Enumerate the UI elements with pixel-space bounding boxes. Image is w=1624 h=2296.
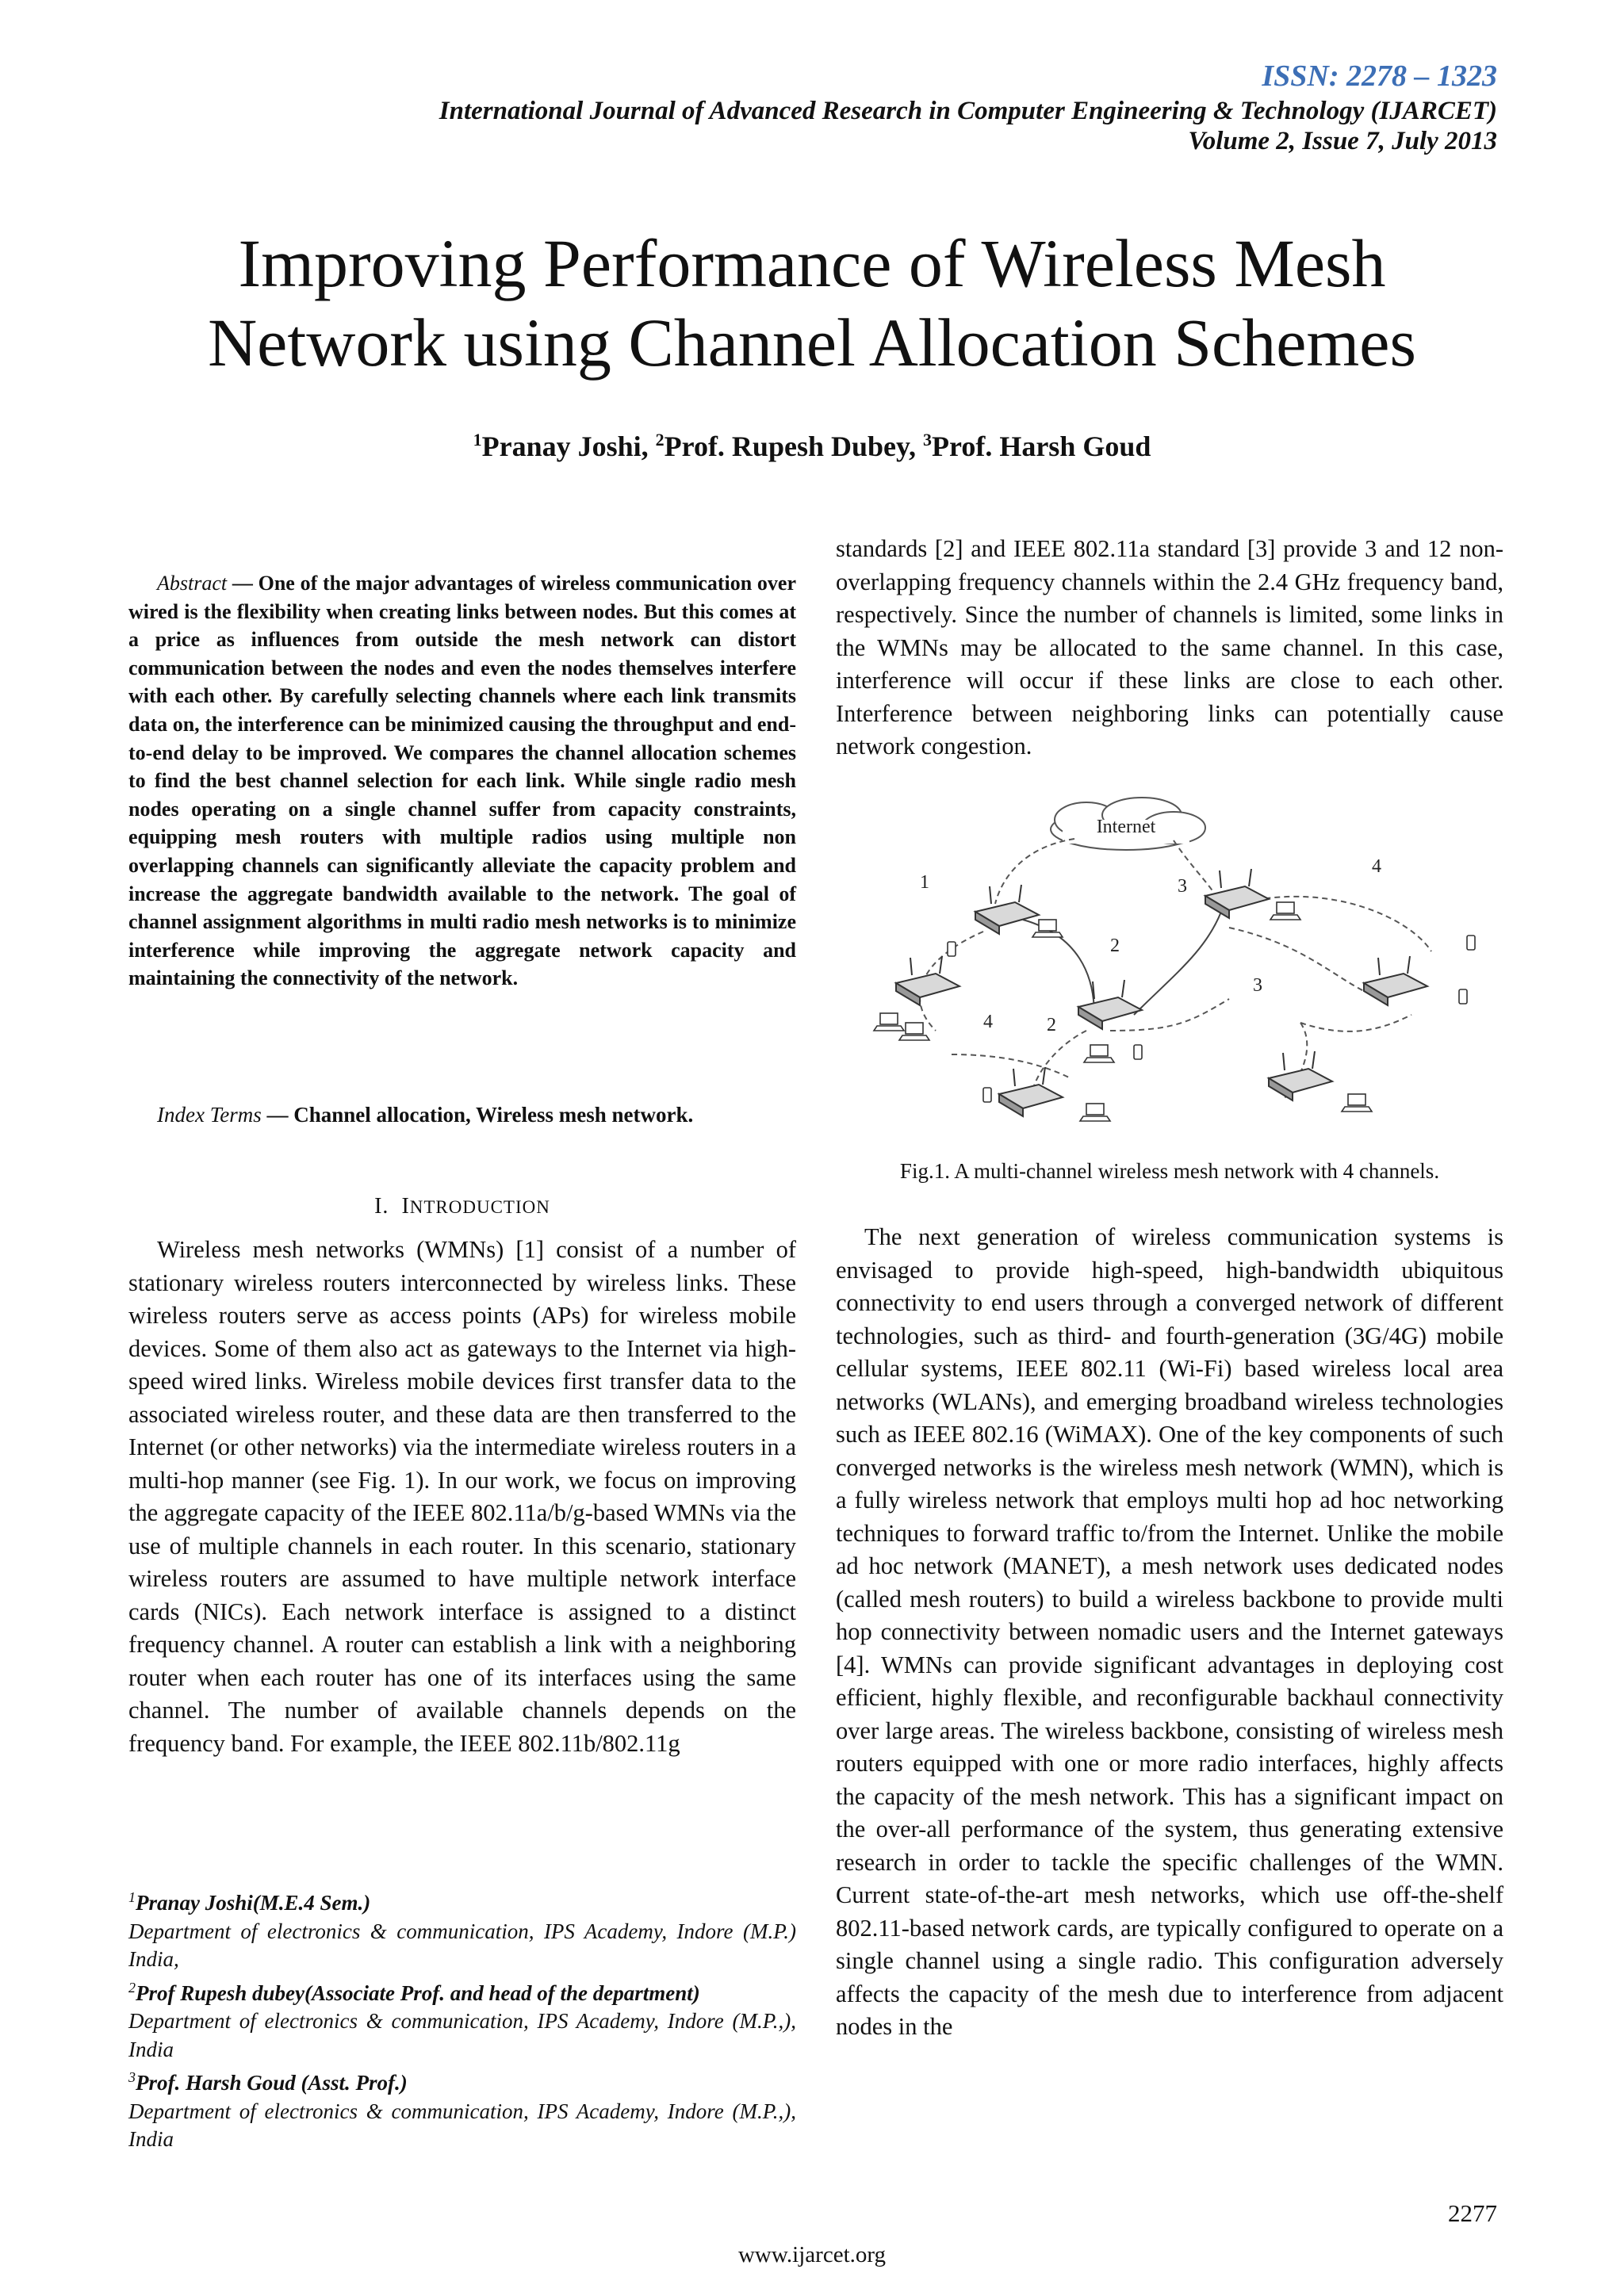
link-label-5: 2	[1047, 1015, 1056, 1035]
abstract-label: Abstract	[157, 572, 228, 595]
footnote-1-department: Department of electronics & communication, IPS Academy, Indore (M.P.) India,	[128, 1919, 796, 1971]
section-title-rest: NTRODUCTION	[409, 1197, 550, 1217]
phone-icon	[1467, 936, 1475, 950]
internet-cloud	[1051, 798, 1205, 850]
footnote-3-author: Prof. Harsh Goud (Asst. Prof.)	[136, 2071, 408, 2095]
journal-website: www.ijarcet.org	[737, 2242, 887, 2267]
link-label-6: 4	[983, 1012, 993, 1032]
laptop-icon	[1032, 920, 1063, 937]
phone-icon	[1459, 989, 1467, 1004]
router-icon	[1364, 956, 1427, 1005]
paper-title	[0, 224, 1624, 382]
figure-caption: Fig.1. A multi-channel wireless mesh network with 4 channels.	[899, 1159, 1440, 1183]
abstract	[128, 569, 796, 993]
footnote-2-name	[128, 1974, 796, 2008]
abstract-text: — One of the major advantages of wireless communication over wired is the flexibility when creating links between nodes. But this comes at a price as influences from outside the mesh network can distort communication between the nodes and even the nodes themselves interfere with each other. By carefully selecting channels where each link transmits data on, the interference can be minimized causing the throughput and end-to-end delay to be improved. We compares the channel allocation schemes to find the best channel selection for each link. While single radio mesh nodes operating on a single channel suffer from capacity constraints, equipping mesh routers with multiple radios using multiple non overlapping channels can significantly alleviate the capacity problem and increase the aggregate bandwidth available to the network. The goal of channel assignment algorithms in multi radio mesh networks is to minimize interference while improving the aggregate network capacity and maintaining the connectivity of the network.	[128, 572, 796, 990]
section-title-initial: I	[401, 1194, 410, 1219]
journal-name: International Journal of Advanced Research in Computer Engineering & Technology (IJARCET)	[439, 97, 1497, 125]
index-terms-label: Index Terms	[157, 1103, 262, 1127]
router-icon	[999, 1067, 1063, 1116]
page-number: 2277	[1448, 2199, 1497, 2227]
volume-issue: Volume 2, Issue 7, July 2013	[1188, 127, 1497, 155]
link-label-7: 3	[1253, 975, 1262, 996]
footnote-1-author: Pranay Joshi(M.E.4 Sem.)	[136, 1891, 371, 1915]
footnote-3-department: Department of electronics & communication, IPS Academy, Indore (M.P.,), India	[128, 2099, 796, 2151]
phone-icon	[948, 942, 956, 956]
link-router-b-node-3	[1229, 928, 1364, 991]
link-label-4: 4	[1372, 856, 1381, 877]
link-node-1-node-2	[952, 1054, 1071, 1078]
cloud-label: Internet	[1096, 817, 1156, 837]
footnote-3-name	[128, 2064, 796, 2098]
laptop-icon	[1080, 1104, 1110, 1121]
author-1-number: 1	[473, 430, 482, 450]
introduction-paragraph: Wireless mesh networks (WMNs) [1] consist of a number of stationary wireless routers interconnected by wireless links. These wireless routers serve as access points (APs) for wireless mobile devices. Some of them also act as gateways to the Internet via high-speed wired links. Wireless mobile devices first transfer data to the associated wireless router, and these data are then transferred to the Internet (or other networks) via the intermediate wireless routers in a multi-hop manner (see Fig. 1). In our work, we focus on improving the aggregate capacity of the IEEE 802.11a/b/g-based WMNs via the use of multiple channels in each router. In this scenario, stationary wireless routers are assumed to have multiple network interface cards (NICs). Each network interface is assigned to a distinct frequency channel. A router can establish a link with a neighboring router when each router has one of its interfaces using the same channel. The number of available channels depends on the frequency band. For example, the IEEE 802.11b/802.11g	[128, 1236, 796, 1757]
router-icon	[1269, 1051, 1332, 1100]
author-2-name: Prof. Rupesh Dubey,	[664, 430, 917, 462]
router-icon	[1205, 869, 1269, 918]
title-line-2: Network using Channel Allocation Schemes	[208, 304, 1416, 381]
link-router-b-node-4	[1237, 897, 1431, 951]
link-label-3: 3	[1178, 876, 1187, 897]
link-cloud-router-a	[995, 839, 1074, 904]
title-line-1: Improving Performance of Wireless Mesh	[238, 225, 1386, 301]
index-terms-text: — Channel allocation, Wireless mesh network.	[266, 1103, 694, 1127]
router-icon	[975, 885, 1039, 934]
right-column-paragraph-2: The next generation of wireless communication systems is envisaged to provide high-speed, high-bandwidth ubiquitous connectivity to end users through a converged network of different technologies, such as third- and fourth-generation (3G/4G) mobile cellular systems, IEEE 802.11 (Wi-Fi) based wireless local area networks (WLANs), and emerging broadband wireless technologies such as IEEE 802.16 (WiMAX). One of the key components of such converged networks is the wireless mesh network (WMN), which is a fully wireless network that employs multi hop ad hoc networking techniques to forward traffic to/from the Internet. Unlike the mobile ad hoc network (MANET), a mesh network uses dedicated nodes (called mesh routers) to build a wireless backbone to provide multi hop connectivity between nomadic users and the Internet gateways [4]. WMNs can provide significant advantages in deploying cost efficient, highly flexible, and reconfigurable backhaul connectivity over large areas. The wireless backbone, consisting of wireless mesh routers equipped with one or more radio interfaces, highly affects the capacity of the mesh network. This has a significant impact on the over-all performance of the system, thus generating extensive research in order to tackle the specific challenges of the WMN. Current state-of-the-art mesh networks, which use off-the-shelf 802.11-based network cards, are typically configured to operate on a single channel using a single radio. This configuration adversely affects the capacity of the mesh due to interference from adjacent nodes in the	[836, 1223, 1503, 2040]
footnote-2-department: Department of electronics & communication, IPS Academy, Indore (M.P.,), India	[128, 2009, 796, 2061]
laptop-icon	[899, 1023, 929, 1040]
footnote-2-number: 2	[128, 1979, 136, 1996]
index-terms	[128, 1099, 796, 1132]
link-label-2: 2	[1110, 936, 1120, 956]
laptop-icon	[1084, 1045, 1114, 1062]
author-1-name: Pranay Joshi,	[481, 430, 649, 462]
author-footnotes	[128, 1884, 796, 2154]
footnote-2-author: Prof Rupesh dubey(Associate Prof. and head of the department)	[136, 1980, 700, 2005]
section-heading	[128, 1194, 796, 1219]
footnote-1-number: 1	[128, 1889, 136, 1905]
footnote-1-name	[128, 1884, 796, 1918]
router-icon	[1078, 980, 1142, 1029]
author-3-number: 3	[923, 430, 933, 450]
wired-link-2	[1134, 912, 1221, 1015]
link-label-1: 1	[920, 872, 929, 893]
section-number: I.	[374, 1194, 389, 1219]
phone-icon	[1134, 1045, 1142, 1059]
laptop-icon	[1270, 902, 1300, 920]
wireless-links	[920, 839, 1431, 1102]
mesh-network-figure	[856, 793, 1491, 1126]
laptop-icon	[874, 1013, 904, 1031]
laptop-icon	[1342, 1094, 1372, 1112]
footnote-3-number: 3	[128, 2069, 136, 2085]
author-list	[0, 430, 1624, 463]
right-column-paragraph-1: standards [2] and IEEE 802.11a standard [3] provide 3 and 12 non-overlapping frequency channels within the 2.4 GHz frequency band, respectively. Since the number of channels is limited, some links in the WMNs may be allocated to the same channel. In this case, interference will occur if these links are close to each other. Interference between neighboring links can potentially cause network congestion.	[836, 535, 1503, 760]
link-node-5-node-8	[1300, 1015, 1411, 1031]
phone-icon	[983, 1088, 991, 1102]
author-2-number: 2	[655, 430, 665, 450]
author-3-name: Prof. Harsh Goud	[932, 430, 1151, 462]
issn: ISSN: 2278 – 1323	[1262, 59, 1497, 93]
router-icon	[896, 956, 959, 1005]
